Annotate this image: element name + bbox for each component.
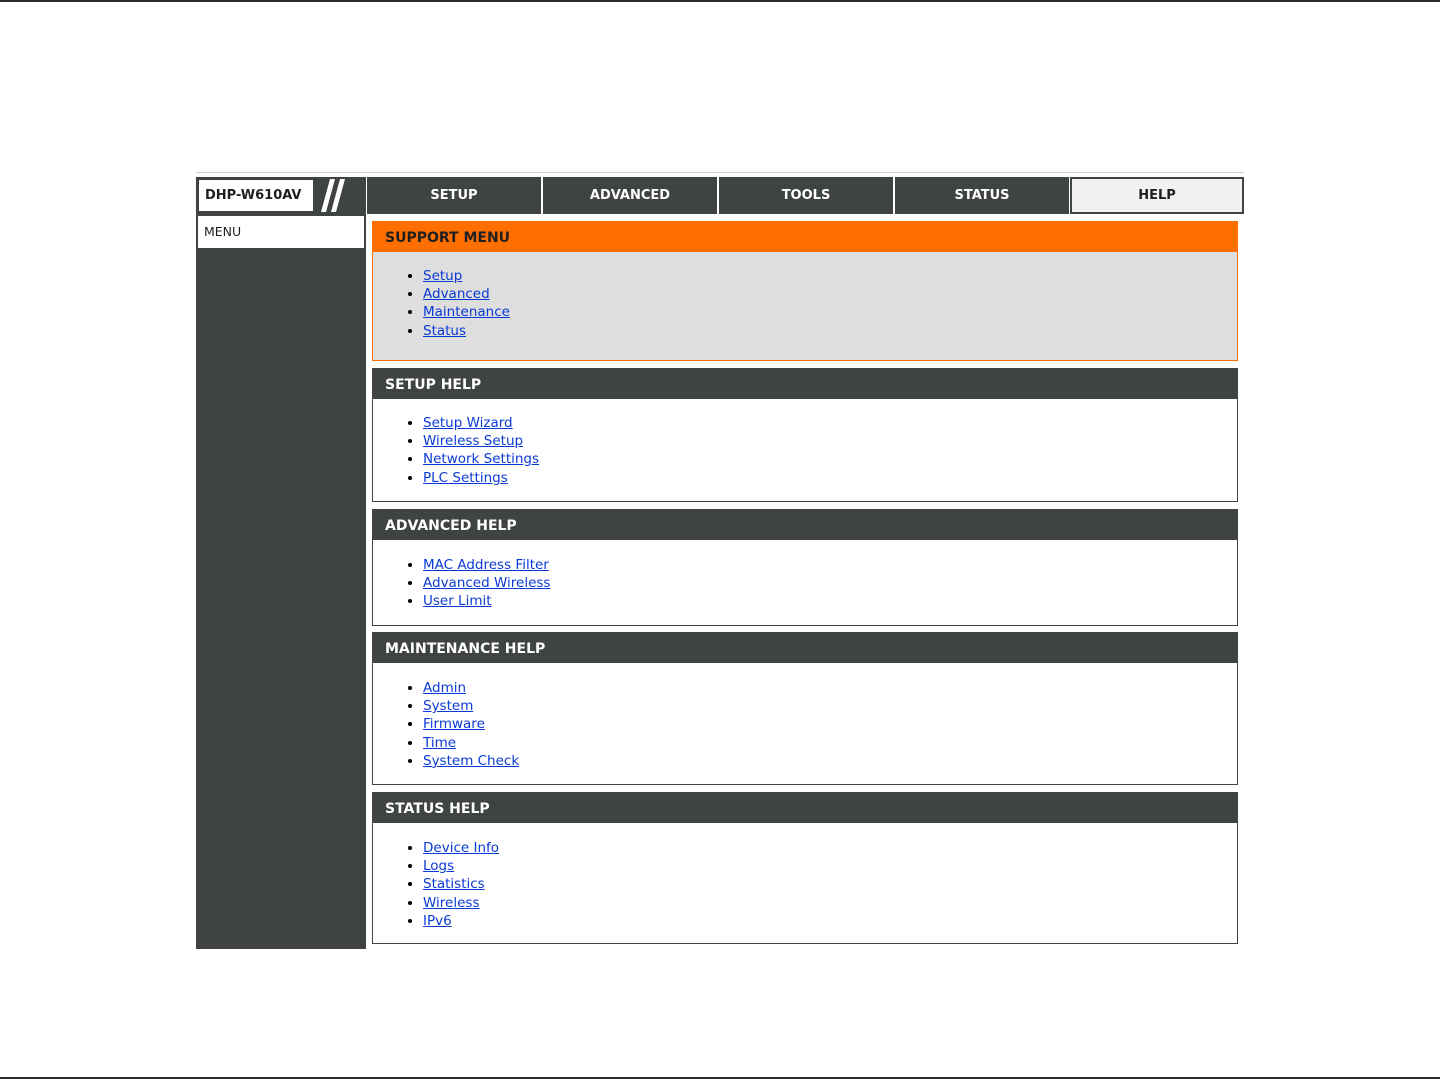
- link-time[interactable]: Time: [423, 734, 457, 751]
- link-device-info[interactable]: Device Info: [423, 840, 500, 856]
- panel-title: SUPPORT MENU: [373, 222, 1237, 252]
- list-item: [423, 267, 1237, 285]
- maintenance-help-list: [373, 679, 1237, 770]
- panel-title: SETUP HELP: [373, 369, 1237, 399]
- list-item: [423, 752, 1237, 770]
- list-item: [423, 432, 1237, 450]
- link-logs[interactable]: Logs: [423, 858, 455, 875]
- link-plc-settings[interactable]: PLC Settings: [423, 469, 508, 486]
- link-wireless[interactable]: Wireless: [423, 894, 480, 911]
- list-item: [423, 912, 1237, 930]
- link-setup-wizard[interactable]: Setup Wizard: [423, 415, 513, 431]
- list-item: [423, 592, 1237, 610]
- tab-help[interactable]: HELP: [1070, 177, 1244, 214]
- link-maintenance[interactable]: Maintenance: [423, 304, 510, 321]
- header-hairline: [196, 172, 1244, 173]
- list-item: [423, 875, 1237, 893]
- tab-setup[interactable]: SETUP: [366, 177, 542, 214]
- link-admin[interactable]: Admin: [423, 680, 467, 696]
- link-advanced-wireless[interactable]: Advanced Wireless: [423, 575, 551, 592]
- setup-help-panel: [372, 368, 1238, 502]
- page-bottom-rule: [0, 1077, 1440, 1079]
- list-item: [423, 697, 1237, 715]
- list-item: [423, 894, 1237, 912]
- list-item: [423, 715, 1237, 733]
- list-item: [423, 450, 1237, 468]
- sidebar-menu-label: MENU: [198, 216, 364, 248]
- link-ipv6[interactable]: IPv6: [423, 912, 452, 929]
- list-item: [423, 322, 1237, 340]
- link-system[interactable]: System: [423, 698, 474, 715]
- tab-advanced[interactable]: ADVANCED: [542, 177, 718, 214]
- model-name: DHP-W610AV: [198, 179, 314, 212]
- list-item: [423, 839, 1237, 857]
- panel-title: ADVANCED HELP: [373, 510, 1237, 540]
- support-menu-list: [373, 267, 1237, 340]
- link-mac-address-filter[interactable]: MAC Address Filter: [423, 557, 549, 573]
- list-item: [423, 303, 1237, 321]
- advanced-help-list: [373, 556, 1237, 611]
- sidebar: [196, 214, 366, 949]
- page-top-rule: [0, 0, 1440, 2]
- link-advanced[interactable]: Advanced: [423, 286, 490, 303]
- link-statistics[interactable]: Statistics: [423, 876, 485, 893]
- link-status[interactable]: Status: [423, 322, 467, 339]
- status-help-panel: [372, 792, 1238, 944]
- panel-title: MAINTENANCE HELP: [373, 633, 1237, 663]
- list-item: [423, 734, 1237, 752]
- list-item: [423, 574, 1237, 592]
- tab-tools[interactable]: TOOLS: [718, 177, 894, 214]
- list-item: [423, 679, 1237, 697]
- maintenance-help-panel: [372, 632, 1238, 785]
- link-system-check[interactable]: System Check: [423, 752, 520, 769]
- top-nav: [366, 177, 1244, 214]
- model-badge: [196, 177, 366, 214]
- status-help-list: [373, 839, 1237, 930]
- support-menu-panel: [372, 221, 1238, 361]
- list-item: [423, 414, 1237, 432]
- list-item: [423, 857, 1237, 875]
- link-wireless-setup[interactable]: Wireless Setup: [423, 433, 524, 450]
- link-firmware[interactable]: Firmware: [423, 716, 485, 733]
- link-user-limit[interactable]: User Limit: [423, 593, 492, 610]
- setup-help-list: [373, 414, 1237, 487]
- panel-title: STATUS HELP: [373, 793, 1237, 823]
- brand-slash-icon: [316, 179, 356, 212]
- link-setup[interactable]: Setup: [423, 268, 463, 284]
- list-item: [423, 285, 1237, 303]
- tab-status[interactable]: STATUS: [894, 177, 1070, 214]
- link-network-settings[interactable]: Network Settings: [423, 451, 540, 468]
- list-item: [423, 469, 1237, 487]
- advanced-help-panel: [372, 509, 1238, 626]
- list-item: [423, 556, 1237, 574]
